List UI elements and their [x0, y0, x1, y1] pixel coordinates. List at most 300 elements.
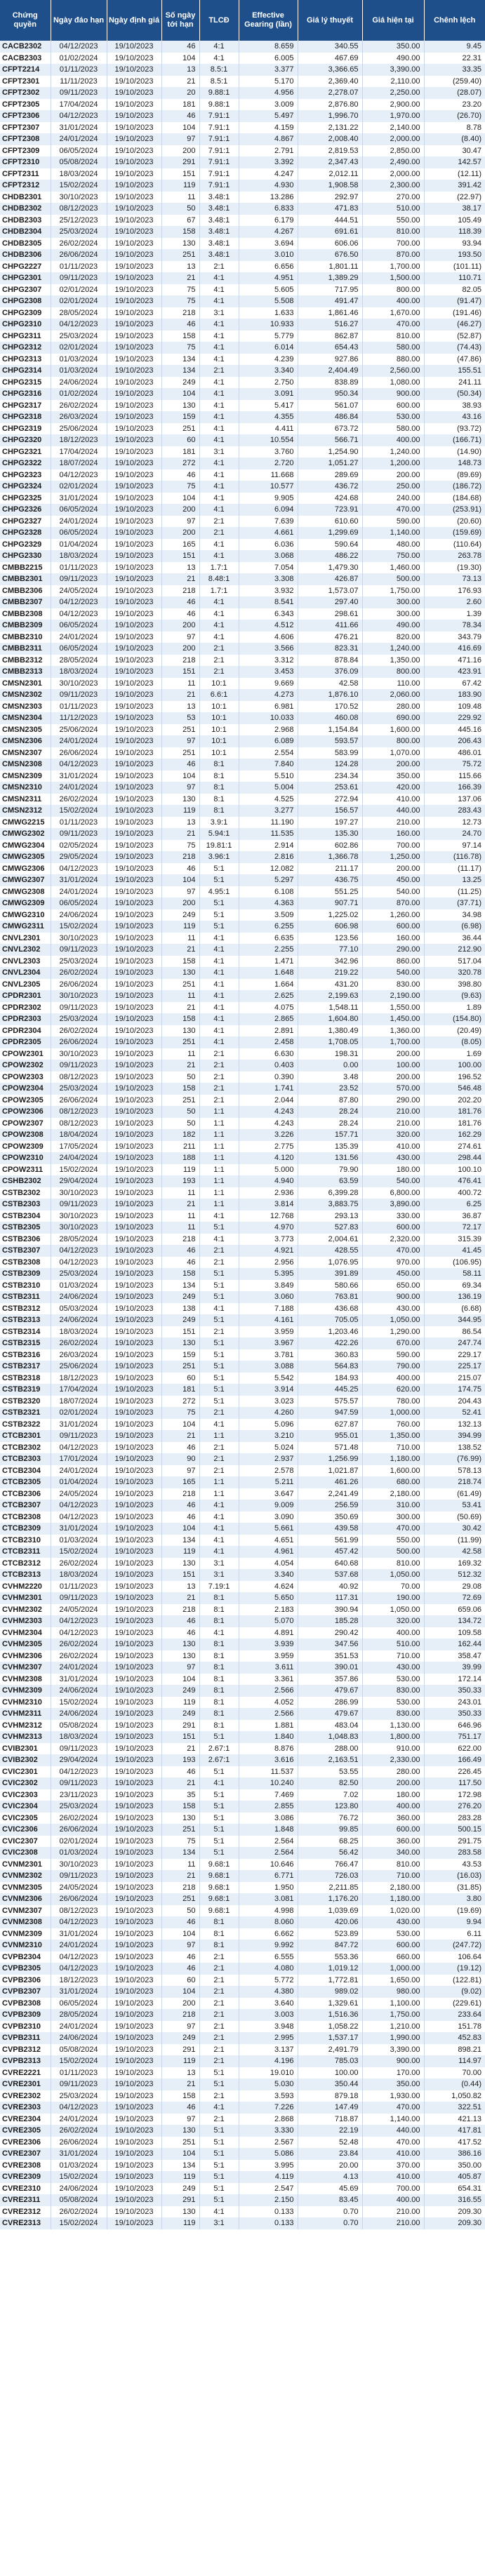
table-row	[0, 2194, 485, 2206]
current-price-cell: 550.00	[362, 1535, 424, 1547]
table-row	[0, 2090, 485, 2102]
valuation-date-cell: 19/10/2023	[107, 2137, 161, 2149]
effective-gearing-cell: 4.940	[239, 1175, 298, 1187]
table-row	[0, 1743, 485, 1755]
conversion-ratio-cell: 5:1	[199, 1801, 239, 1813]
warrant-code-cell: CPDR2304	[0, 1025, 51, 1037]
price-difference-cell: (46.27)	[424, 319, 485, 331]
conversion-ratio-cell: 3:1	[199, 307, 239, 319]
conversion-ratio-cell: 4:1	[199, 1210, 239, 1222]
table-row	[0, 1824, 485, 1836]
days-to-maturity-cell: 200	[161, 620, 199, 632]
conversion-ratio-cell: 2:1	[199, 655, 239, 667]
price-difference-cell: 417.52	[424, 2137, 485, 2149]
current-price-cell: 330.00	[362, 1210, 424, 1222]
days-to-maturity-cell: 46	[161, 41, 199, 53]
warrant-code-cell: CHPG2309	[0, 307, 51, 319]
price-difference-cell: 117.50	[424, 1777, 485, 1789]
current-price-cell: 600.00	[362, 400, 424, 412]
valuation-date-cell: 19/10/2023	[107, 2090, 161, 2102]
price-difference-cell: 343.79	[424, 632, 485, 643]
valuation-date-cell: 19/10/2023	[107, 261, 161, 273]
table-row	[0, 1697, 485, 1709]
theoretical-price-cell: 411.66	[298, 620, 362, 632]
price-difference-cell: 41.45	[424, 1245, 485, 1257]
maturity-date-cell: 25/03/2024	[51, 1083, 107, 1095]
conversion-ratio-cell: 4:1	[199, 1036, 239, 1048]
current-price-cell: 580.00	[362, 423, 424, 435]
maturity-date-cell: 04/12/2023	[51, 1951, 107, 1963]
current-price-cell: 1,550.00	[362, 1002, 424, 1014]
table-header-row	[0, 0, 485, 41]
table-row	[0, 1592, 485, 1604]
price-difference-cell: 109.48	[424, 701, 485, 713]
valuation-date-cell: 19/10/2023	[107, 1500, 161, 1511]
maturity-date-cell: 08/12/2023	[51, 1905, 107, 1917]
days-to-maturity-cell: 218	[161, 307, 199, 319]
effective-gearing-cell: 3.088	[239, 1361, 298, 1373]
days-to-maturity-cell: 134	[161, 1280, 199, 1292]
price-difference-cell: 546.48	[424, 1083, 485, 1095]
effective-gearing-cell: 7.840	[239, 759, 298, 770]
current-price-cell: 1,700.00	[362, 261, 424, 273]
current-price-cell: 200.00	[362, 1048, 424, 1060]
warrant-code-cell: CVHM2301	[0, 1592, 51, 1604]
current-price-cell: 2,000.00	[362, 168, 424, 180]
conversion-ratio-cell: 2:1	[199, 2114, 239, 2125]
price-difference-cell: 578.13	[424, 1465, 485, 1477]
valuation-date-cell: 19/10/2023	[107, 1604, 161, 1616]
conversion-ratio-cell: 4:1	[199, 944, 239, 956]
conversion-ratio-cell: 2:1	[199, 1986, 239, 1998]
warrant-code-cell: CVHM2303	[0, 1615, 51, 1627]
col-header-difference: Chênh lệch	[424, 0, 485, 41]
conversion-ratio-cell: 1:1	[199, 1488, 239, 1500]
valuation-date-cell: 19/10/2023	[107, 203, 161, 215]
warrant-code-cell: CSTB2306	[0, 1234, 51, 1246]
conversion-ratio-cell: 8:1	[199, 805, 239, 817]
days-to-maturity-cell: 20	[161, 87, 199, 99]
theoretical-price-cell: 28.24	[298, 1106, 362, 1118]
maturity-date-cell: 26/02/2024	[51, 1650, 107, 1662]
current-price-cell: 1,650.00	[362, 1975, 424, 1987]
maturity-date-cell: 30/10/2023	[51, 933, 107, 945]
conversion-ratio-cell: 4:1	[199, 1002, 239, 1014]
conversion-ratio-cell: 5:1	[199, 2194, 239, 2206]
conversion-ratio-cell: 3.48:1	[199, 238, 239, 250]
valuation-date-cell: 19/10/2023	[107, 145, 161, 157]
days-to-maturity-cell: 21	[161, 1060, 199, 1072]
days-to-maturity-cell: 251	[161, 724, 199, 736]
maturity-date-cell: 09/11/2023	[51, 272, 107, 284]
theoretical-price-cell: 340.55	[298, 41, 362, 53]
warrant-code-cell: CVNM2309	[0, 1928, 51, 1940]
table-row	[0, 724, 485, 736]
valuation-date-cell: 19/10/2023	[107, 1291, 161, 1303]
table-row	[0, 2078, 485, 2090]
maturity-date-cell: 04/12/2023	[51, 1245, 107, 1257]
theoretical-price-cell: 198.31	[298, 1048, 362, 1060]
effective-gearing-cell: 2.956	[239, 1257, 298, 1269]
conversion-ratio-cell: 8.48:1	[199, 573, 239, 585]
conversion-ratio-cell: 4:1	[199, 979, 239, 991]
effective-gearing-cell: 3.939	[239, 1639, 298, 1650]
price-difference-cell: (191.46)	[424, 307, 485, 319]
effective-gearing-cell: 6.635	[239, 933, 298, 945]
effective-gearing-cell: 4.196	[239, 2055, 298, 2067]
theoretical-price-cell: 2,876.80	[298, 99, 362, 111]
maturity-date-cell: 09/11/2023	[51, 87, 107, 99]
conversion-ratio-cell: 6.6:1	[199, 689, 239, 701]
valuation-date-cell: 19/10/2023	[107, 2206, 161, 2218]
theoretical-price-cell: 1,154.84	[298, 724, 362, 736]
valuation-date-cell: 19/10/2023	[107, 1106, 161, 1118]
warrant-code-cell: CHPG2318	[0, 411, 51, 423]
current-price-cell: 1,020.00	[362, 1905, 424, 1917]
days-to-maturity-cell: 60	[161, 1975, 199, 1987]
maturity-date-cell: 28/05/2024	[51, 1234, 107, 1246]
valuation-date-cell: 19/10/2023	[107, 1234, 161, 1246]
price-difference-cell: (9.02)	[424, 1986, 485, 1998]
valuation-date-cell: 19/10/2023	[107, 1013, 161, 1025]
current-price-cell: 530.00	[362, 1674, 424, 1686]
days-to-maturity-cell: 193	[161, 1754, 199, 1766]
table-row	[0, 1442, 485, 1454]
table-row	[0, 1940, 485, 1951]
price-difference-cell: 229.92	[424, 712, 485, 724]
effective-gearing-cell: 2.791	[239, 145, 298, 157]
price-difference-cell: 6.25	[424, 1199, 485, 1210]
effective-gearing-cell: 4.243	[239, 1106, 298, 1118]
valuation-date-cell: 19/10/2023	[107, 168, 161, 180]
theoretical-price-cell: 45.69	[298, 2183, 362, 2195]
warrant-code-cell: CMSN2307	[0, 747, 51, 759]
theoretical-price-cell: 1,996.70	[298, 110, 362, 122]
maturity-date-cell: 26/06/2024	[51, 1095, 107, 1107]
days-to-maturity-cell: 97	[161, 2114, 199, 2125]
valuation-date-cell: 19/10/2023	[107, 1870, 161, 1882]
conversion-ratio-cell: 4:1	[199, 1013, 239, 1025]
current-price-cell: 470.00	[362, 2137, 424, 2149]
warrant-code-cell: CVNM2307	[0, 1905, 51, 1917]
warrant-code-cell: CNVL2304	[0, 967, 51, 979]
warrant-code-cell: CPDR2303	[0, 1013, 51, 1025]
conversion-ratio-cell: 8:1	[199, 1720, 239, 1732]
table-row	[0, 1419, 485, 1431]
maturity-date-cell: 24/06/2024	[51, 1291, 107, 1303]
conversion-ratio-cell: 5:1	[199, 2148, 239, 2160]
price-difference-cell: 206.43	[424, 735, 485, 747]
maturity-date-cell: 24/01/2024	[51, 782, 107, 794]
theoretical-price-cell: 989.02	[298, 1986, 362, 1998]
maturity-date-cell: 25/03/2024	[51, 226, 107, 238]
warrant-code-cell: CNVL2305	[0, 979, 51, 991]
theoretical-price-cell: 718.87	[298, 2114, 362, 2125]
days-to-maturity-cell: 251	[161, 1361, 199, 1373]
days-to-maturity-cell: 134	[161, 2160, 199, 2172]
conversion-ratio-cell: 1:1	[199, 1187, 239, 1199]
maturity-date-cell: 11/12/2023	[51, 712, 107, 724]
valuation-date-cell: 19/10/2023	[107, 1685, 161, 1697]
current-price-cell: 810.00	[362, 1859, 424, 1871]
price-difference-cell: 202.20	[424, 1095, 485, 1107]
maturity-date-cell: 09/11/2023	[51, 1199, 107, 1210]
price-difference-cell: 97.14	[424, 840, 485, 852]
days-to-maturity-cell: 46	[161, 1442, 199, 1454]
table-row	[0, 1813, 485, 1824]
conversion-ratio-cell: 9.68:1	[199, 1882, 239, 1894]
valuation-date-cell: 19/10/2023	[107, 1743, 161, 1755]
conversion-ratio-cell: 2:1	[199, 365, 239, 377]
effective-gearing-cell: 6.343	[239, 608, 298, 620]
days-to-maturity-cell: 291	[161, 2044, 199, 2056]
valuation-date-cell: 19/10/2023	[107, 53, 161, 65]
conversion-ratio-cell: 1:1	[199, 1129, 239, 1141]
effective-gearing-cell: 10.033	[239, 712, 298, 724]
price-difference-cell: (8.40)	[424, 133, 485, 145]
table-row	[0, 2055, 485, 2067]
price-difference-cell: 172.14	[424, 1674, 485, 1686]
table-row	[0, 2183, 485, 2195]
theoretical-price-cell: 436.68	[298, 1303, 362, 1315]
days-to-maturity-cell: 11	[161, 1859, 199, 1871]
current-price-cell: 620.00	[362, 1384, 424, 1396]
warrant-code-cell: CPDR2305	[0, 1036, 51, 1048]
effective-gearing-cell: 4.052	[239, 1697, 298, 1709]
days-to-maturity-cell: 200	[161, 504, 199, 516]
maturity-date-cell: 24/06/2024	[51, 909, 107, 921]
days-to-maturity-cell: 188	[161, 1152, 199, 1164]
price-difference-cell: 358.47	[424, 1650, 485, 1662]
effective-gearing-cell: 2.891	[239, 1025, 298, 1037]
current-price-cell: 340.00	[362, 1847, 424, 1859]
table-row	[0, 794, 485, 806]
table-row	[0, 956, 485, 968]
effective-gearing-cell: 9.905	[239, 493, 298, 505]
conversion-ratio-cell: 5:1	[199, 1280, 239, 1292]
table-row	[0, 2009, 485, 2021]
valuation-date-cell: 19/10/2023	[107, 307, 161, 319]
warrant-code-cell: CFPT2306	[0, 110, 51, 122]
effective-gearing-cell: 2.564	[239, 1847, 298, 1859]
theoretical-price-cell: 0.70	[298, 2206, 362, 2218]
effective-gearing-cell: 12.082	[239, 863, 298, 875]
warrant-code-cell: CSTB2313	[0, 1314, 51, 1326]
theoretical-price-cell: 1,058.22	[298, 2021, 362, 2033]
theoretical-price-cell: 445.25	[298, 1384, 362, 1396]
price-difference-cell: 274.61	[424, 1141, 485, 1153]
theoretical-price-cell: 350.44	[298, 2078, 362, 2090]
theoretical-price-cell: 486.84	[298, 411, 362, 423]
days-to-maturity-cell: 46	[161, 2102, 199, 2114]
maturity-date-cell: 28/05/2024	[51, 2009, 107, 2021]
warrant-code-cell: CMBB2309	[0, 620, 51, 632]
effective-gearing-cell: 7.188	[239, 1303, 298, 1315]
theoretical-price-cell: 82.50	[298, 1777, 362, 1789]
price-difference-cell: 93.94	[424, 238, 485, 250]
valuation-date-cell: 19/10/2023	[107, 840, 161, 852]
valuation-date-cell: 19/10/2023	[107, 133, 161, 145]
conversion-ratio-cell: 8:1	[199, 1604, 239, 1616]
price-difference-cell: 391.42	[424, 180, 485, 192]
days-to-maturity-cell: 193	[161, 1175, 199, 1187]
warrant-code-cell: CSTB2307	[0, 1245, 51, 1257]
effective-gearing-cell: 4.956	[239, 87, 298, 99]
price-difference-cell: (11.17)	[424, 863, 485, 875]
warrant-code-cell: CPOW2310	[0, 1152, 51, 1164]
days-to-maturity-cell: 35	[161, 1789, 199, 1801]
warrant-code-cell: CPOW2308	[0, 1129, 51, 1141]
days-to-maturity-cell: 158	[161, 331, 199, 342]
current-price-cell: 800.00	[362, 284, 424, 296]
table-row	[0, 782, 485, 794]
warrant-code-cell: CTCB2302	[0, 1442, 51, 1454]
warrant-code-cell: CMBB2312	[0, 655, 51, 667]
table-row	[0, 331, 485, 342]
warrant-code-cell: CHPG2326	[0, 504, 51, 516]
table-row	[0, 122, 485, 134]
theoretical-price-cell: 1,019.12	[298, 1963, 362, 1975]
maturity-date-cell: 01/03/2024	[51, 2160, 107, 2172]
warrant-code-cell: CSTB2321	[0, 1407, 51, 1419]
table-row	[0, 1905, 485, 1917]
days-to-maturity-cell: 158	[161, 1268, 199, 1280]
valuation-date-cell: 19/10/2023	[107, 2148, 161, 2160]
conversion-ratio-cell: 8.5:1	[199, 64, 239, 76]
theoretical-price-cell: 606.98	[298, 921, 362, 933]
current-price-cell: 160.00	[362, 828, 424, 840]
days-to-maturity-cell: 97	[161, 632, 199, 643]
theoretical-price-cell: 135.39	[298, 1141, 362, 1153]
valuation-date-cell: 19/10/2023	[107, 735, 161, 747]
theoretical-price-cell: 123.80	[298, 1801, 362, 1813]
table-row	[0, 1013, 485, 1025]
price-difference-cell: (61.49)	[424, 1488, 485, 1500]
valuation-date-cell: 19/10/2023	[107, 643, 161, 655]
current-price-cell: 810.00	[362, 226, 424, 238]
maturity-date-cell: 24/06/2024	[51, 377, 107, 389]
conversion-ratio-cell: 4:1	[199, 504, 239, 516]
price-difference-cell: 106.64	[424, 1951, 485, 1963]
table-row	[0, 133, 485, 145]
days-to-maturity-cell: 249	[161, 1314, 199, 1326]
current-price-cell: 1,000.00	[362, 1963, 424, 1975]
theoretical-price-cell: 461.26	[298, 1476, 362, 1488]
maturity-date-cell: 26/02/2024	[51, 400, 107, 412]
price-difference-cell: 22.31	[424, 53, 485, 65]
conversion-ratio-cell: 4:1	[199, 990, 239, 1002]
days-to-maturity-cell: 119	[161, 805, 199, 817]
valuation-date-cell: 19/10/2023	[107, 1396, 161, 1408]
theoretical-price-cell: 422.26	[298, 1337, 362, 1349]
current-price-cell: 2,330.00	[362, 1754, 424, 1766]
theoretical-price-cell: 491.47	[298, 295, 362, 307]
conversion-ratio-cell: 7.91:1	[199, 145, 239, 157]
maturity-date-cell: 04/12/2023	[51, 1500, 107, 1511]
price-difference-cell: (229.61)	[424, 1998, 485, 2010]
warrant-code-cell: CVPB2312	[0, 2044, 51, 2056]
valuation-date-cell: 19/10/2023	[107, 1940, 161, 1951]
table-row	[0, 1535, 485, 1547]
warrant-code-cell: CMSN2304	[0, 712, 51, 724]
theoretical-price-cell: 3,366.65	[298, 64, 362, 76]
theoretical-price-cell: 23.52	[298, 1083, 362, 1095]
conversion-ratio-cell: 7.91:1	[199, 156, 239, 168]
days-to-maturity-cell: 21	[161, 1592, 199, 1604]
maturity-date-cell: 05/08/2024	[51, 1720, 107, 1732]
current-price-cell: 350.00	[362, 41, 424, 53]
table-row	[0, 342, 485, 354]
effective-gearing-cell: 2.547	[239, 2183, 298, 2195]
days-to-maturity-cell: 158	[161, 956, 199, 968]
days-to-maturity-cell: 200	[161, 1998, 199, 2010]
current-price-cell: 240.00	[362, 493, 424, 505]
price-difference-cell: 417.81	[424, 2125, 485, 2137]
price-difference-cell: 322.51	[424, 2102, 485, 2114]
valuation-date-cell: 19/10/2023	[107, 2055, 161, 2067]
days-to-maturity-cell: 151	[161, 1731, 199, 1743]
price-difference-cell: 43.53	[424, 1859, 485, 1871]
conversion-ratio-cell: 4:1	[199, 331, 239, 342]
price-difference-cell: 233.64	[424, 2009, 485, 2021]
maturity-date-cell: 06/05/2024	[51, 145, 107, 157]
table-row	[0, 1720, 485, 1732]
current-price-cell: 1,180.00	[362, 1453, 424, 1465]
table-row	[0, 64, 485, 76]
days-to-maturity-cell: 11	[161, 933, 199, 945]
maturity-date-cell: 01/03/2024	[51, 1280, 107, 1292]
maturity-date-cell: 31/01/2024	[51, 122, 107, 134]
valuation-date-cell: 19/10/2023	[107, 319, 161, 331]
maturity-date-cell: 18/12/2023	[51, 1373, 107, 1384]
days-to-maturity-cell: 218	[161, 1882, 199, 1894]
days-to-maturity-cell: 158	[161, 1801, 199, 1813]
valuation-date-cell: 19/10/2023	[107, 446, 161, 458]
table-row	[0, 747, 485, 759]
theoretical-price-cell: 705.05	[298, 1314, 362, 1326]
effective-gearing-cell: 3.781	[239, 1349, 298, 1361]
current-price-cell: 430.00	[362, 1662, 424, 1674]
warrant-code-cell: CMBB2311	[0, 643, 51, 655]
days-to-maturity-cell: 46	[161, 1916, 199, 1928]
theoretical-price-cell: 288.00	[298, 1743, 362, 1755]
theoretical-price-cell: 157.71	[298, 1129, 362, 1141]
price-difference-cell: 29.08	[424, 1581, 485, 1593]
table-row	[0, 1581, 485, 1593]
warrant-code-cell: CMWG2307	[0, 874, 51, 886]
current-price-cell: 2,110.00	[362, 76, 424, 88]
theoretical-price-cell: 351.53	[298, 1650, 362, 1662]
valuation-date-cell: 19/10/2023	[107, 2183, 161, 2195]
warrant-code-cell: CACB2303	[0, 53, 51, 65]
valuation-date-cell: 19/10/2023	[107, 342, 161, 354]
maturity-date-cell: 05/08/2024	[51, 2194, 107, 2206]
current-price-cell: 710.00	[362, 1650, 424, 1662]
days-to-maturity-cell: 249	[161, 1685, 199, 1697]
effective-gearing-cell: 2.625	[239, 990, 298, 1002]
maturity-date-cell: 06/05/2024	[51, 643, 107, 655]
valuation-date-cell: 19/10/2023	[107, 655, 161, 667]
days-to-maturity-cell: 130	[161, 1650, 199, 1662]
table-row	[0, 608, 485, 620]
current-price-cell: 300.00	[362, 596, 424, 608]
days-to-maturity-cell: 119	[161, 1697, 199, 1709]
theoretical-price-cell: 1,021.87	[298, 1465, 362, 1477]
valuation-date-cell: 19/10/2023	[107, 1546, 161, 1558]
current-price-cell: 760.00	[362, 1419, 424, 1431]
table-row	[0, 423, 485, 435]
warrant-code-cell: CVHM2313	[0, 1731, 51, 1743]
